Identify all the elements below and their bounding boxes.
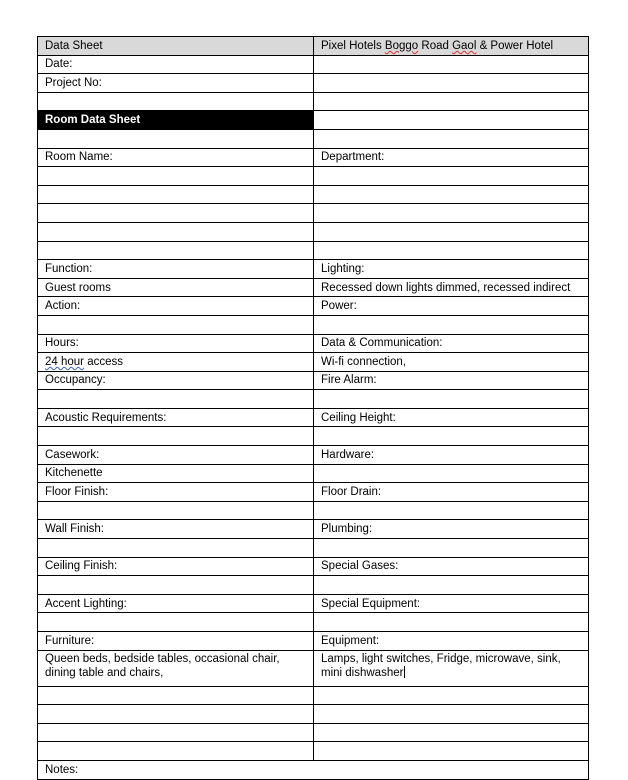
table-row bbox=[38, 353, 589, 372]
blank-cell[interactable] bbox=[38, 427, 314, 446]
floor-finish-label[interactable]: Floor Finish: bbox=[38, 483, 314, 502]
special-equipment-label[interactable]: Special Equipment: bbox=[314, 594, 589, 613]
table-row bbox=[38, 334, 589, 353]
function-value[interactable]: Guest rooms bbox=[38, 278, 314, 297]
casework-value[interactable]: Kitchenette bbox=[38, 464, 314, 483]
date-value-cell[interactable] bbox=[314, 55, 589, 74]
blank-cell[interactable] bbox=[38, 204, 314, 223]
table-row bbox=[38, 129, 589, 148]
table-row bbox=[38, 297, 589, 316]
date-label[interactable]: Date: bbox=[38, 55, 314, 74]
lighting-value[interactable]: Recessed down lights dimmed, recessed indirect bbox=[314, 278, 589, 297]
table-row bbox=[38, 446, 589, 465]
furniture-label[interactable]: Furniture: bbox=[38, 632, 314, 651]
hours-value[interactable] bbox=[38, 353, 314, 372]
table-row bbox=[38, 241, 589, 260]
blank-cell[interactable] bbox=[314, 241, 589, 260]
ceiling-finish-label[interactable]: Ceiling Finish: bbox=[38, 557, 314, 576]
hotel-name-gaol: Gaol bbox=[452, 39, 477, 52]
equipment-value-text: Lamps, light switches, Fridge, microwave, sink, mini dishwasher bbox=[321, 652, 561, 679]
data-communication-value[interactable]: Wi-fi connection, bbox=[314, 353, 589, 372]
notes-label[interactable]: Notes: bbox=[38, 760, 589, 779]
table-row bbox=[38, 260, 589, 279]
blank-cell[interactable] bbox=[38, 129, 314, 148]
blank-cell[interactable] bbox=[38, 539, 314, 558]
blank-cell[interactable] bbox=[38, 185, 314, 204]
blank-cell[interactable] bbox=[314, 613, 589, 632]
fire-alarm-label[interactable]: Fire Alarm: bbox=[314, 371, 589, 390]
blank-cell[interactable] bbox=[38, 742, 314, 761]
ceiling-height-label[interactable]: Ceiling Height: bbox=[314, 408, 589, 427]
project-no-label[interactable]: Project No: bbox=[38, 74, 314, 93]
table-row bbox=[38, 650, 589, 686]
table-row bbox=[38, 576, 589, 595]
blank-cell[interactable] bbox=[314, 111, 589, 130]
hardware-label[interactable]: Hardware: bbox=[314, 446, 589, 465]
blank-cell[interactable] bbox=[314, 185, 589, 204]
accent-lighting-label[interactable]: Accent Lighting: bbox=[38, 594, 314, 613]
table-row bbox=[38, 390, 589, 409]
blank-cell[interactable] bbox=[314, 167, 589, 186]
hours-value-squiggle: 24 hour bbox=[45, 355, 85, 368]
table-row bbox=[38, 111, 589, 130]
blank-cell[interactable] bbox=[314, 204, 589, 223]
blank-cell[interactable] bbox=[314, 705, 589, 724]
table-row bbox=[38, 55, 589, 74]
blank-cell[interactable] bbox=[314, 427, 589, 446]
table-row bbox=[38, 613, 589, 632]
text-cursor bbox=[404, 666, 405, 678]
blank-cell[interactable] bbox=[38, 686, 314, 705]
table-row bbox=[38, 723, 589, 742]
table-row bbox=[38, 37, 589, 56]
blank-cell[interactable] bbox=[314, 390, 589, 409]
blank-cell[interactable] bbox=[38, 705, 314, 724]
blank-cell[interactable] bbox=[38, 613, 314, 632]
blank-cell[interactable] bbox=[314, 129, 589, 148]
blank-cell[interactable] bbox=[314, 723, 589, 742]
hotel-name-part: Road bbox=[418, 39, 453, 52]
table-row bbox=[38, 483, 589, 502]
table-row bbox=[38, 501, 589, 520]
table-row bbox=[38, 315, 589, 334]
blank-cell[interactable] bbox=[314, 576, 589, 595]
table-row bbox=[38, 594, 589, 613]
blank-cell[interactable] bbox=[314, 222, 589, 241]
casework-label[interactable]: Casework: bbox=[38, 446, 314, 465]
blank-cell[interactable] bbox=[314, 539, 589, 558]
blank-cell[interactable] bbox=[314, 686, 589, 705]
table-row bbox=[38, 632, 589, 651]
blank-cell[interactable] bbox=[314, 742, 589, 761]
blank-cell[interactable] bbox=[38, 92, 314, 111]
furniture-value[interactable]: Queen beds, bedside tables, occasional chair, dining table and chairs, bbox=[38, 650, 314, 686]
header-data-sheet[interactable]: Data Sheet bbox=[38, 37, 314, 56]
table-row bbox=[38, 148, 589, 167]
blank-cell[interactable] bbox=[314, 501, 589, 520]
lighting-label[interactable]: Lighting: bbox=[314, 260, 589, 279]
wall-finish-label[interactable]: Wall Finish: bbox=[38, 520, 314, 539]
function-label[interactable]: Function: bbox=[38, 260, 314, 279]
data-sheet-table bbox=[37, 36, 589, 780]
table-row bbox=[38, 760, 589, 779]
section-heading[interactable]: Room Data Sheet bbox=[38, 111, 314, 130]
action-label[interactable]: Action: bbox=[38, 297, 314, 316]
plumbing-label[interactable]: Plumbing: bbox=[314, 520, 589, 539]
table-row bbox=[38, 204, 589, 223]
table-row bbox=[38, 686, 589, 705]
table-row bbox=[38, 557, 589, 576]
blank-cell[interactable] bbox=[38, 723, 314, 742]
table-row bbox=[38, 371, 589, 390]
table-row bbox=[38, 185, 589, 204]
table-row bbox=[38, 408, 589, 427]
project-no-value-cell[interactable] bbox=[314, 74, 589, 93]
blank-cell[interactable] bbox=[38, 501, 314, 520]
acoustic-label[interactable]: Acoustic Requirements: bbox=[38, 408, 314, 427]
blank-cell[interactable] bbox=[38, 222, 314, 241]
hours-label[interactable]: Hours: bbox=[38, 334, 314, 353]
equipment-label[interactable]: Equipment: bbox=[314, 632, 589, 651]
table-row bbox=[38, 705, 589, 724]
blank-cell[interactable] bbox=[38, 241, 314, 260]
blank-cell[interactable] bbox=[38, 315, 314, 334]
blank-cell[interactable] bbox=[314, 92, 589, 111]
table-row bbox=[38, 167, 589, 186]
table-row bbox=[38, 427, 589, 446]
power-label[interactable]: Power: bbox=[314, 297, 589, 316]
blank-cell[interactable] bbox=[38, 576, 314, 595]
table-row bbox=[38, 539, 589, 558]
hotel-name-part: & Power Hotel bbox=[476, 39, 554, 52]
hotel-name-boggo: Boggo bbox=[384, 39, 419, 52]
blank-cell[interactable] bbox=[38, 167, 314, 186]
table-row bbox=[38, 520, 589, 539]
occupancy-label[interactable]: Occupancy: bbox=[38, 371, 314, 390]
table-row bbox=[38, 278, 589, 297]
department-label[interactable]: Department: bbox=[314, 148, 589, 167]
table-row bbox=[38, 92, 589, 111]
hotel-name-part: Pixel Hotels bbox=[321, 39, 385, 52]
table-row bbox=[38, 464, 589, 483]
blank-cell[interactable] bbox=[314, 315, 589, 334]
floor-drain-label[interactable]: Floor Drain: bbox=[314, 483, 589, 502]
room-data-sheet bbox=[37, 36, 587, 780]
hours-value-rest: access bbox=[84, 355, 124, 368]
blank-cell[interactable] bbox=[314, 464, 589, 483]
blank-cell[interactable] bbox=[38, 390, 314, 409]
table-row bbox=[38, 74, 589, 93]
room-name-label[interactable]: Room Name: bbox=[38, 148, 314, 167]
equipment-value[interactable] bbox=[314, 650, 589, 686]
data-communication-label[interactable]: Data & Communication: bbox=[314, 334, 589, 353]
table-row bbox=[38, 222, 589, 241]
header-hotel-name[interactable] bbox=[314, 37, 589, 56]
special-gases-label[interactable]: Special Gases: bbox=[314, 557, 589, 576]
table-row bbox=[38, 742, 589, 761]
